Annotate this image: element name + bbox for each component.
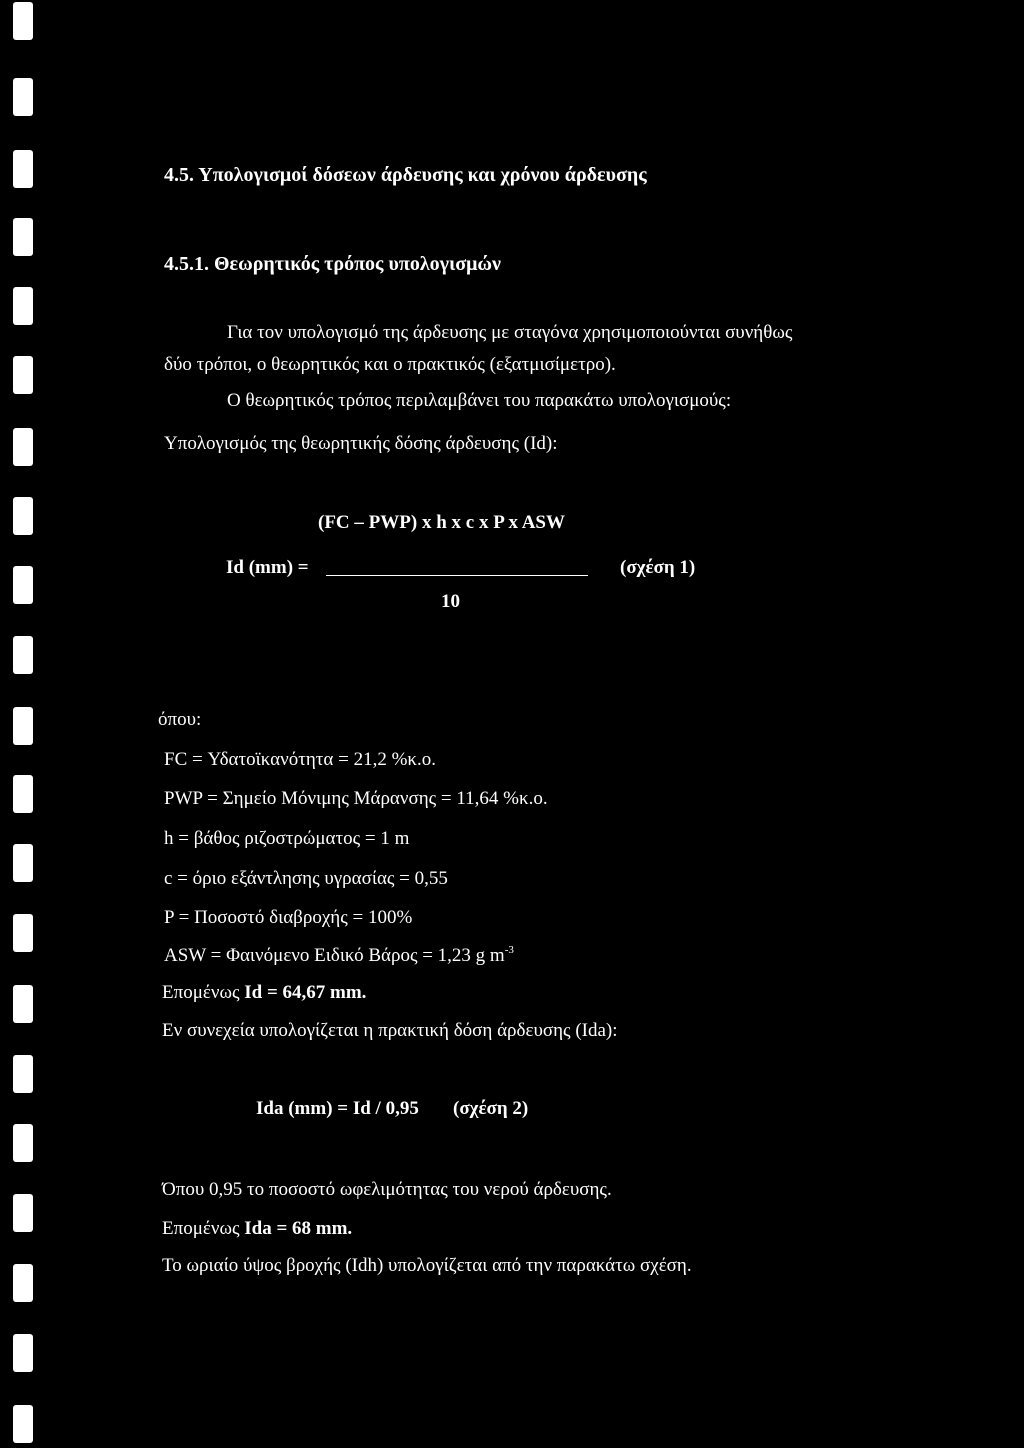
variable-pwp: PWP = Σημείο Μόνιμης Μάρανσης = 11,64 %κ.ο. xyxy=(164,788,548,809)
section-heading: 4.5. Υπολογισμοί δόσεων άρδευσης και χρόνου άρδευσης xyxy=(164,164,647,186)
variables-intro: όπου: xyxy=(158,709,202,730)
binding-mark xyxy=(13,566,33,604)
binding-mark xyxy=(13,1264,33,1302)
variable-p: P = Ποσοστό διαβροχής = 100% xyxy=(164,907,413,928)
binding-mark xyxy=(13,78,33,116)
formula-1-lhs: Id (mm) = xyxy=(226,557,309,578)
subsection-heading: 4.5.1. Θεωρητικός τρόπος υπολογισμών xyxy=(164,253,501,275)
fraction-line xyxy=(326,575,588,576)
binding-mark xyxy=(13,844,33,882)
intro-line: Ο θεωρητικός τρόπος περιλαμβάνει του παρακάτω υπολογισμούς: xyxy=(227,390,732,411)
formula-1-numerator: (FC – PWP) x h x c x P x ASW xyxy=(318,512,565,533)
binding-mark xyxy=(13,356,33,394)
formula-1-denominator: 10 xyxy=(441,591,460,612)
binding-mark xyxy=(13,985,33,1023)
binding-mark xyxy=(13,497,33,535)
binding-mark xyxy=(13,707,33,745)
binding-mark xyxy=(13,428,33,466)
binding-mark xyxy=(13,1194,33,1232)
variable-fc: FC = Υδατοϊκανότητα = 21,2 %κ.ο. xyxy=(164,749,436,770)
intro-line: Υπολογισμός της θεωρητικής δόσης άρδευσης (Id): xyxy=(164,433,558,454)
binding-mark xyxy=(13,1055,33,1093)
variable-asw-text: ASW = Φαινόμενο Ειδικό Βάρος = 1,23 g m xyxy=(164,945,505,966)
variable-asw-exponent: -3 xyxy=(504,944,514,956)
variable-asw xyxy=(164,946,514,965)
binding-mark xyxy=(13,1124,33,1162)
closing-line: Το ωριαίο ύψος βροχής (Idh) υπολογίζεται από την παρακάτω σχέση. xyxy=(162,1255,692,1276)
result-1 xyxy=(162,983,366,1002)
binding-mark xyxy=(13,218,33,256)
result-2 xyxy=(162,1219,352,1238)
binding-mark xyxy=(13,1334,33,1372)
binding-mark xyxy=(13,775,33,813)
result-2-prefix: Επομένως xyxy=(162,1218,240,1239)
result-2-value: Ida = 68 mm. xyxy=(244,1218,353,1239)
formula-1-label: (σχέση 1) xyxy=(620,557,696,578)
binding-mark xyxy=(13,914,33,952)
result-1-value: Id = 64,67 mm. xyxy=(244,982,367,1003)
binding-mark xyxy=(13,287,33,325)
intro-line: Για τον υπολογισμό της άρδευσης με σταγόνα χρησιμοποιούνται συνήθως xyxy=(227,322,793,343)
formula-2-label: (σχέση 2) xyxy=(453,1098,529,1119)
binding-mark xyxy=(13,1405,33,1443)
note-line: Όπου 0,95 το ποσοστό ωφελιμότητας του νερού άρδευσης. xyxy=(162,1179,612,1200)
variable-h: h = βάθος ριζοστρώματος = 1 m xyxy=(164,828,410,849)
practical-intro: Εν συνεχεία υπολογίζεται η πρακτική δόση άρδευσης (Ida): xyxy=(162,1020,618,1041)
formula-2-expression: Ida (mm) = Id / 0,95 xyxy=(256,1098,419,1119)
binding-mark xyxy=(13,2,33,40)
intro-line: δύο τρόποι, ο θεωρητικός και ο πρακτικός (εξατμισίμετρο). xyxy=(164,354,616,375)
binding-mark xyxy=(13,636,33,674)
result-1-prefix: Επομένως xyxy=(162,982,240,1003)
binding-mark xyxy=(13,150,33,188)
variable-c: c = όριο εξάντλησης υγρασίας = 0,55 xyxy=(164,868,448,889)
